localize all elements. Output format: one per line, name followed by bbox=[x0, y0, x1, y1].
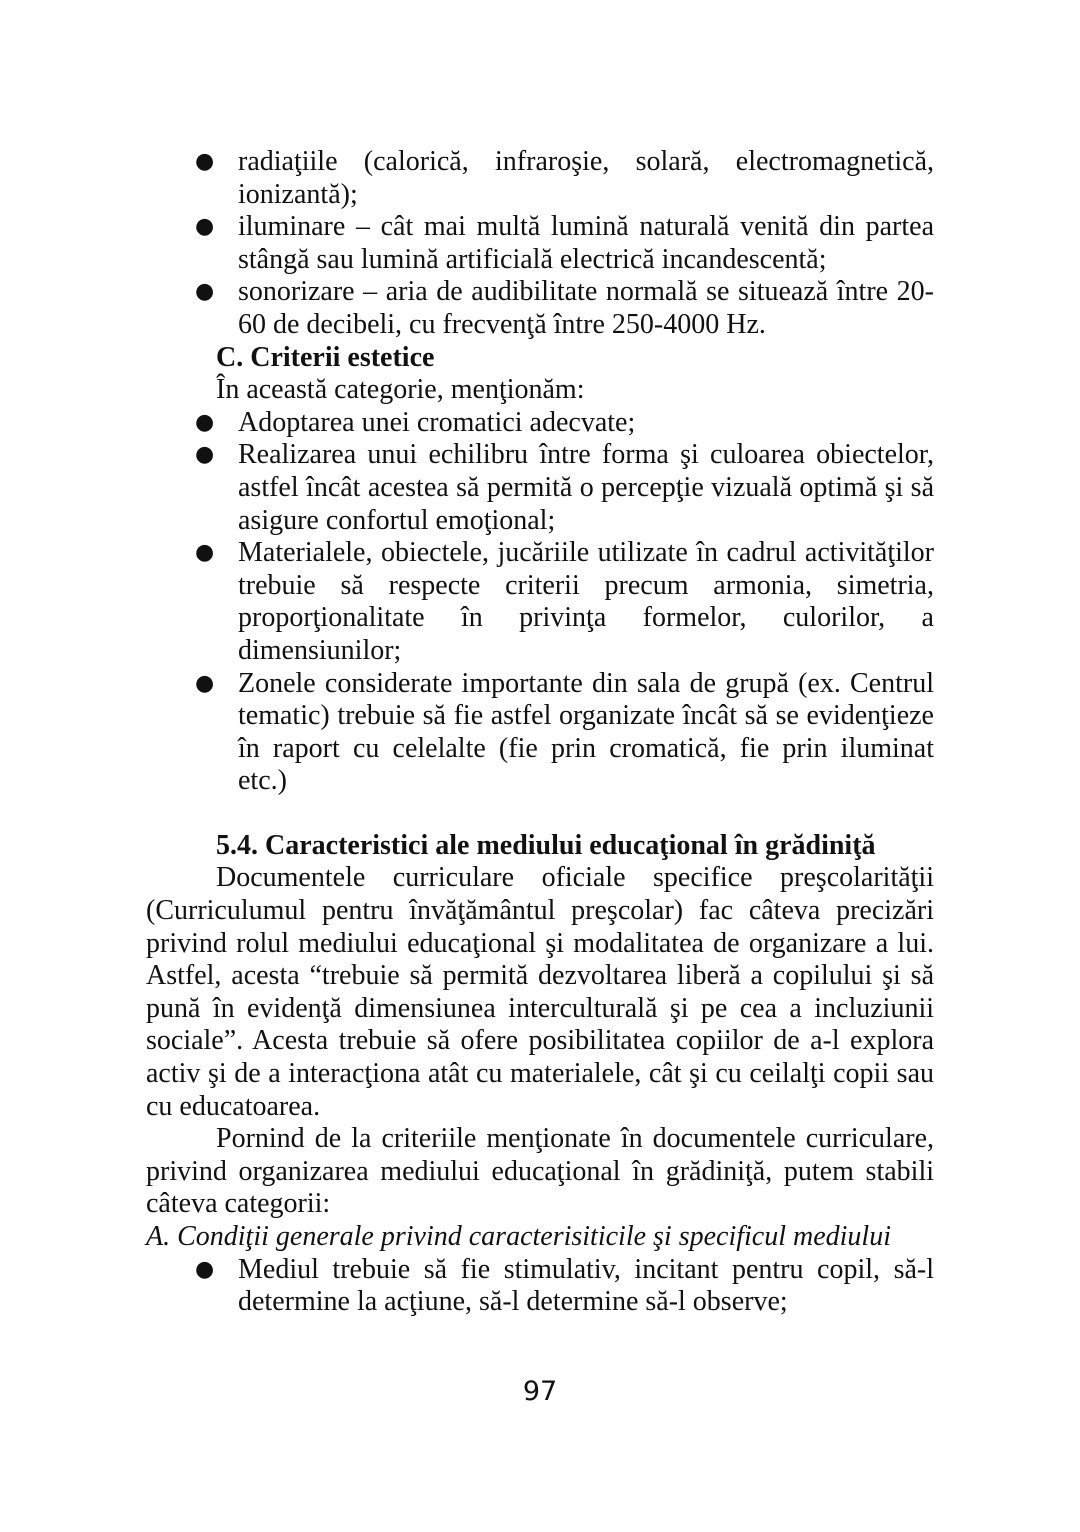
bullet-icon: ● bbox=[195, 279, 215, 305]
bullet-list-aesthetic-criteria bbox=[146, 407, 934, 798]
page-body bbox=[146, 146, 934, 1319]
list-item bbox=[195, 439, 934, 537]
list-item bbox=[195, 406, 934, 440]
bullet-icon: ● bbox=[195, 214, 215, 240]
list-item bbox=[195, 146, 934, 211]
bullet-list-general-conditions bbox=[146, 1254, 934, 1319]
paragraph: Pornind de la criteriile menţionate în documentele curriculare, privind organizarea mediului educaţional în grădiniţă, putem stabili câteva categorii: bbox=[146, 1123, 934, 1220]
list-item-text: radiaţiile (calorică, infraroşie, solară, electromagnetică, ionizantă); bbox=[238, 146, 934, 210]
page-number: 97 bbox=[522, 1376, 558, 1407]
bullet-icon: ● bbox=[195, 442, 215, 468]
bullet-icon: ● bbox=[195, 670, 215, 696]
list-item-text: sonorizare – aria de audibilitate normală se situează între 20-60 de decibeli, cu frecvenţă între 250-4000 Hz. bbox=[238, 276, 934, 340]
section-5-4-heading: 5.4. Caracteristici ale mediului educaţional în grădiniţă bbox=[216, 829, 876, 861]
section-c-heading: C. Criterii estetice bbox=[216, 341, 435, 373]
list-item bbox=[195, 211, 934, 276]
bullet-list-physical-criteria bbox=[146, 146, 934, 342]
bullet-icon: ● bbox=[195, 409, 215, 435]
list-item-text: Mediul trebuie să fie stimulativ, incitant pentru copil, să-l determine la acţiune, să-l determine să-l observe; bbox=[238, 1253, 934, 1318]
list-item bbox=[195, 667, 934, 798]
list-item bbox=[195, 1253, 934, 1319]
list-item-text: Adoptarea unei cromatici adecvate; bbox=[238, 406, 636, 438]
bullet-icon: ● bbox=[195, 149, 215, 174]
list-item-text: Zonele considerate importante din sala de grupă (ex. Centrul tematic) trebuie să fie astfel organizate încât să se evidenţieze în raport cu celelalte (fie prin cromatică, fie prin iluminat etc.) bbox=[238, 667, 934, 797]
paragraph: Documentele curriculare oficiale specifice preşcolarităţii (Curriculumul pentru învăţământul preşcolar) fac câteva precizări privind rolul mediului educaţional şi modalitatea de organizare a lui. Astfel, acesta “trebuie să permită dezvoltarea liberă a copilului şi să pună în evidenţă dimensiunea interculturală şi pe cea a incluziunii sociale”. Acesta trebuie să ofere posibilitatea copiilor de a-l explora activ şi de a interacţiona atât cu materialele, cât şi cu ceilalţi copii sau cu educatoarea. bbox=[146, 862, 934, 1122]
section-a-heading: A. Condiţii generale privind caracterisiticile şi specificul mediului bbox=[146, 1221, 891, 1252]
list-item-text: Realizarea unui echilibru între forma şi culoarea obiectelor, astfel încât acestea să permită o percepţie vizuală optimă şi să asigure confortul emoţional; bbox=[238, 439, 934, 536]
bullet-icon: ● bbox=[195, 540, 215, 566]
bullet-icon: ● bbox=[195, 1256, 215, 1282]
section-c-intro: În această categorie, menţionăm: bbox=[216, 374, 585, 406]
list-item-text: iluminare – cât mai multă lumină naturală venită din partea stângă sau lumină artificială electrică incandescentă; bbox=[238, 211, 934, 275]
list-item bbox=[195, 276, 934, 341]
list-item bbox=[195, 537, 934, 667]
list-item-text: Materialele, obiectele, jucăriile utilizate în cadrul activităţilor trebuie să respecte criterii precum armonia, simetria, proporţionalitate în privinţa formelor, culorilor, a dimensiunilor; bbox=[238, 537, 934, 666]
